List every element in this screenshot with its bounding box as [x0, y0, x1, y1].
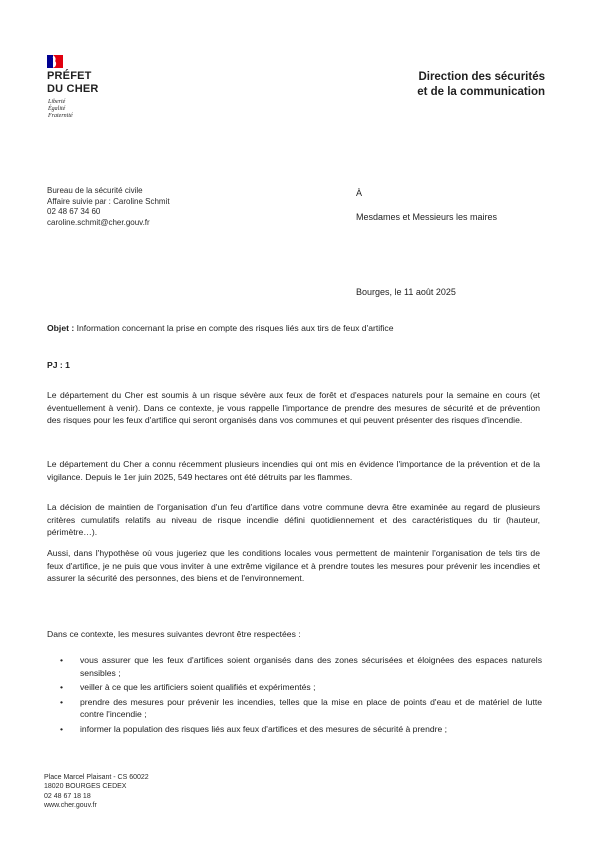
marianne-logo-icon [47, 55, 63, 68]
footer-address [44, 773, 149, 811]
footer-website: www.cher.gouv.fr [44, 802, 97, 810]
bullet-icon: • [60, 682, 64, 693]
motto-line-2: Égalité [48, 106, 66, 112]
logo-title-line-1: PRÉFET [47, 70, 92, 82]
recipient-name: Mesdames et Messieurs les maires [356, 212, 498, 222]
recipient-prefix: À [356, 188, 363, 198]
bullet-icon: • [60, 655, 64, 665]
footer-city: 18020 BOURGES CEDEX [44, 783, 127, 791]
list-item [60, 681, 542, 694]
bullet-icon: • [60, 723, 64, 734]
footer-street: Place Marcel Plaisant - CS 60022 [44, 774, 149, 781]
motto-line-1: Liberté [48, 99, 66, 105]
logo-title-line-2: DU CHER [47, 83, 99, 95]
body-paragraph-5: Dans ce contexte, les mesures suivantes devront être respectées : [47, 629, 301, 639]
footer-phone: 02 48 67 18 18 [44, 792, 91, 800]
list-item [60, 696, 542, 721]
direction-line-2: et de la communication [417, 86, 545, 98]
list-item [60, 654, 542, 679]
sender-phone: 02 48 67 34 60 [47, 207, 101, 216]
direction-line-1: Direction des sécurités [418, 71, 545, 83]
subject-text: Information concernant la prise en compte des risques liés aux tirs de feux d'artifice [76, 323, 394, 333]
letter-date: Bourges, le 11 août 2025 [356, 287, 456, 297]
bullet-icon: • [60, 696, 64, 707]
sender-block [47, 186, 170, 228]
subject-label: Objet : [47, 323, 75, 333]
body-paragraph-2: Le département du Cher a connu récemment plusieurs incendies qui ont mis en évidence l'importance de la prévention et de la vigilance. Depuis le 1er juin 2025, 549 hectares ont été détruits par les flammes. [47, 459, 540, 482]
list-item-text: vous assurer que les feux d'artifices soient organisés dans des zones sécurisées et éloignées des espaces naturels sensibles ; [80, 655, 542, 678]
attachments-count: PJ : 1 [47, 360, 70, 370]
measures-list [60, 654, 542, 738]
prefecture-logo-title [47, 70, 99, 96]
list-item [60, 723, 542, 736]
list-item-text: prendre des mesures pour prévenir les incendies, telles que la mise en place de points d'eau et de matériel de lutte contre l'incendie ; [80, 696, 542, 720]
sender-email: caroline.schmit@cher.gouv.fr [47, 217, 150, 227]
body-paragraph-1: Le département du Cher est soumis à un risque sévère aux feux de forêt et d'espaces naturels pour la semaine en cours (et éventuellement à venir). Dans ce contexte, je vous rappelle l'importance de prendre des mesures de sécurité et de prévention des risques pour les feux d'artifice qui seront organisés dans vos communes et qui peuvent présenter des risques d'incendie. [47, 390, 540, 426]
body-paragraph-4: Aussi, dans l'hypothèse où vous jugeriez que les conditions locales vous permettent de maintenir l'organisation de tels tirs de feux d'artifice, je ne puis que vous inviter à une extrême vigilance et à prendre toutes les mesures pour prévenir les incendies et assurer la sécurité des personnes, des biens et de l'environnement. [47, 548, 540, 584]
direction-heading [360, 70, 545, 100]
list-item-text: informer la population des risques liés aux feux d'artifices et des mesures de sécurité à prendre ; [80, 723, 448, 734]
republic-motto [48, 99, 73, 120]
body-paragraph-3: La décision de maintien de l'organisation d'un feu d'artifice dans votre commune devra être examinée au regard de plusieurs critères cumulatifs relatifs au niveau de risque incendie défini quotidiennement et des caractéristiques du tir (hauteur, périmètre…). [47, 502, 540, 538]
motto-line-3: Fraternité [48, 113, 73, 119]
sender-office: Bureau de la sécurité civile [47, 186, 143, 195]
sender-contact-person: Affaire suivie par : Caroline Schmit [47, 196, 170, 206]
subject-line [47, 323, 394, 333]
list-item-text: veiller à ce que les artificiers soient qualifiés et expérimentés ; [80, 682, 316, 693]
